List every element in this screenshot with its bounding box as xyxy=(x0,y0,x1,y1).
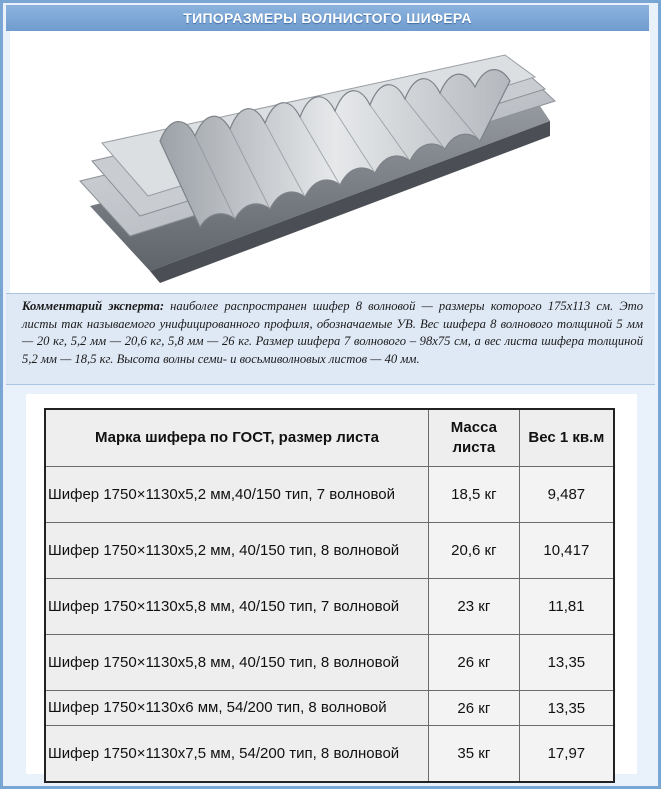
page-title: ТИПОРАЗМЕРЫ ВОЛНИСТОГО ШИФЕРА xyxy=(6,5,649,31)
cell-grade: Шифер 1750×1130х6 мм, 54/200 тип, 8 волновой xyxy=(45,691,428,726)
cell-mass: 26 кг xyxy=(428,691,519,726)
col-header-mass: Масса листа xyxy=(428,409,519,467)
cell-weight: 11,81 xyxy=(519,579,614,635)
col-header-grade: Марка шифера по ГОСТ, размер листа xyxy=(45,409,428,467)
table-header-row xyxy=(45,409,614,467)
cell-mass: 20,6 кг xyxy=(428,523,519,579)
table-row xyxy=(45,691,614,726)
table-row xyxy=(45,523,614,579)
cell-grade: Шифер 1750×1130х5,2 мм, 40/150 тип, 8 волновой xyxy=(45,523,428,579)
slate-sizes-table xyxy=(44,408,615,783)
cell-weight: 10,417 xyxy=(519,523,614,579)
cell-grade: Шифер 1750×1130х5,8 мм, 40/150 тип, 7 волновой xyxy=(45,579,428,635)
cell-weight: 13,35 xyxy=(519,635,614,691)
cell-weight: 9,487 xyxy=(519,467,614,523)
expert-comment-label: Комментарий эксперта: xyxy=(22,299,165,313)
cell-mass: 26 кг xyxy=(428,635,519,691)
cell-mass: 35 кг xyxy=(428,726,519,783)
table-row xyxy=(45,726,614,783)
col-header-weight: Вес 1 кв.м xyxy=(519,409,614,467)
cell-mass: 23 кг xyxy=(428,579,519,635)
table-row xyxy=(45,635,614,691)
expert-comment xyxy=(6,293,655,385)
cell-weight: 13,35 xyxy=(519,691,614,726)
cell-grade: Шифер 1750×1130х5,8 мм, 40/150 тип, 8 волновой xyxy=(45,635,428,691)
table-panel xyxy=(26,394,637,774)
expert-comment-text: наиболее распространен шифер 8 волновой — размеры которого 175х113 см. Это листы так называемого унифицированного профиля, обозначаемые УВ. Вес шифера 8 волнового толщиной 5 мм — 20 кг, 5,2 мм — 20,6 кг, 5,8 мм — 26 кг. Размер шифера 7 волнового – 98х75 см, а вес листа шифера толщиной 5,2 мм — 18,5 кг. Высота волны семи- и восьмиволновых листов — 40 мм. xyxy=(22,299,643,366)
cell-mass: 18,5 кг xyxy=(428,467,519,523)
slate-photo xyxy=(10,31,650,293)
cell-weight: 17,97 xyxy=(519,726,614,783)
table-row xyxy=(45,579,614,635)
table-row xyxy=(45,467,614,523)
cell-grade: Шифер 1750×1130х7,5 мм, 54/200 тип, 8 волновой xyxy=(45,726,428,783)
cell-grade: Шифер 1750×1130х5,2 мм,40/150 тип, 7 волновой xyxy=(45,467,428,523)
slate-sheets-illustration xyxy=(10,31,650,293)
